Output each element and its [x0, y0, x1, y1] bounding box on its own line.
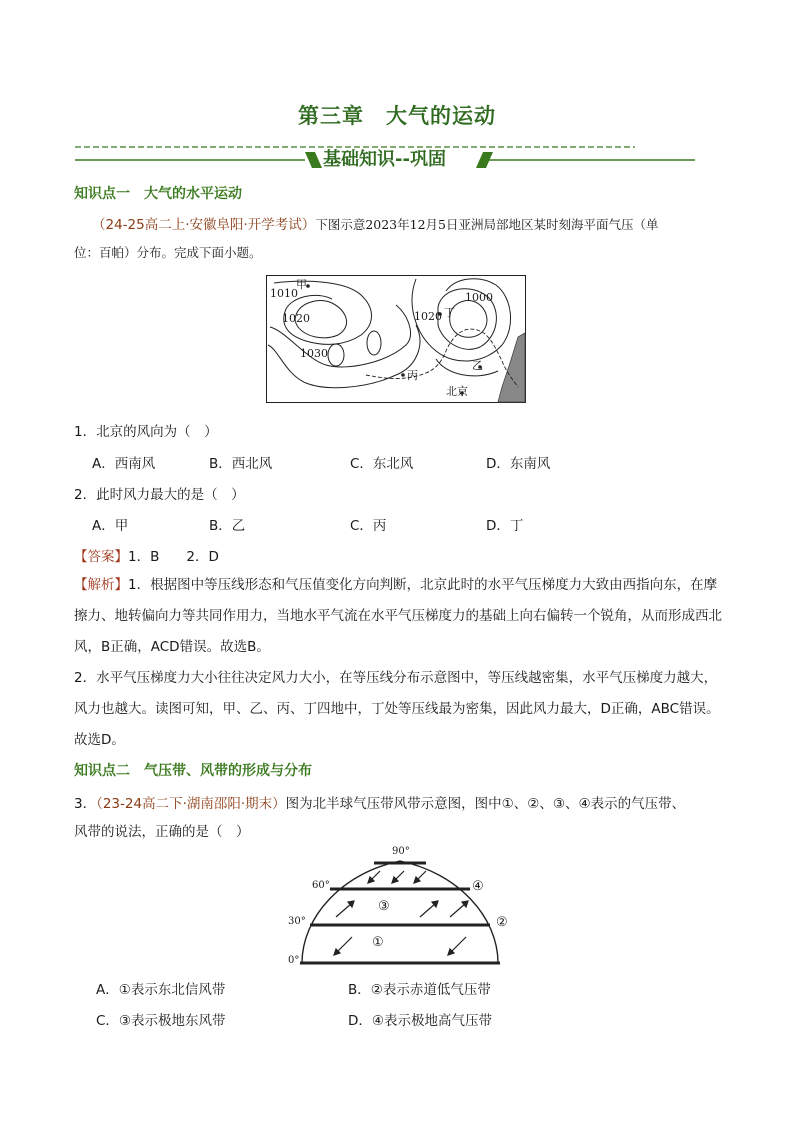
map-label-ding: 丁 — [444, 306, 455, 319]
map-label-1020-right: 1020 — [414, 310, 442, 323]
map-label-1010: 1010 — [270, 287, 298, 300]
section-heading-1: 知识点一 大气的水平运动 — [74, 186, 242, 202]
pressure-belt-diagram — [282, 845, 518, 969]
question-2-stem: 2．此时风力最大的是（ ） — [74, 487, 245, 503]
map-label-1000: 1000 — [465, 291, 493, 304]
page-title: 第三章 大气的运动 — [298, 104, 496, 128]
question-3-source: （23-24高二下·湖南邵阳·期末） — [96, 796, 286, 812]
question-3-stem: 图为北半球气压带风带示意图，图中①、②、③、④表示的气压带、 — [285, 796, 686, 812]
answer-line — [74, 545, 219, 565]
analysis-paragraph-1 — [74, 570, 722, 663]
answer-label: 【答案】 — [74, 549, 128, 565]
latitude-90-label: 90° — [392, 846, 410, 857]
belt-label-3: ③ — [378, 899, 390, 914]
map-label-1030: 1030 — [300, 347, 328, 360]
section-heading-2: 知识点二 气压带、风带的形成与分布 — [74, 763, 312, 779]
isobar-map — [266, 275, 526, 403]
intro-line-2: 位：百帕）分布。完成下面小题。 — [74, 245, 262, 260]
question-3-line-1 — [74, 792, 685, 812]
q1-option-c[interactable]: C．东北风 — [350, 456, 414, 472]
q3-option-d[interactable]: D．④表示极地高气压带 — [348, 1013, 492, 1029]
question-source: （24-25高二上·安徽阜阳·开学考试） — [92, 217, 316, 233]
section-banner — [75, 142, 695, 172]
intro-text: 下图示意2023年12月5日亚洲局部地区某时刻海平面气压（单 — [315, 217, 659, 232]
q2-option-c[interactable]: C．丙 — [350, 518, 387, 534]
belt-label-2: ② — [496, 915, 508, 930]
q3-option-c[interactable]: C．③表示极地东风带 — [96, 1013, 226, 1029]
map-label-jia: 甲 — [296, 278, 307, 291]
question-3-line-2: 风带的说法，正确的是（ ） — [74, 824, 250, 840]
pressure-belt-figure — [282, 845, 518, 969]
belt-label-4: ④ — [472, 879, 484, 894]
latitude-0-label: 0° — [288, 955, 300, 966]
answer-text: 1．B 2．D — [128, 549, 219, 565]
analysis-paragraph-2: 2．水平气压梯度力大小往往决定风力大小，在等压线分布示意图中，等压线越密集，水平气压梯度力越大，风力也越大。读图可知，甲、乙、丙、丁四地中，丁处等压线最为密集，因此风力最大，D正确，ABC错误。故选D。 — [74, 670, 720, 748]
analysis-text-1: 1．根据图中等压线形态和气压值变化方向判断，北京此时的水平气压梯度力大致由西指向东，在摩擦力、地转偏向力等共同作用力，当地水平气流在水平气压梯度力的基础上向右偏转一个锐角，从而形成西北风，B正确，ACD错误。故选B。 — [74, 577, 722, 655]
q2-option-a[interactable]: A．甲 — [92, 518, 129, 534]
q1-option-d[interactable]: D．东南风 — [486, 456, 551, 472]
banner-title: 基础知识--巩固 — [323, 149, 446, 170]
map-label-beijing: 北京 — [446, 385, 468, 398]
q1-option-b[interactable]: B．西北风 — [209, 456, 273, 472]
analysis-label: 【解析】 — [74, 577, 128, 593]
question-1-stem: 1．北京的风向为（ ） — [74, 424, 218, 440]
belt-label-1: ① — [372, 935, 384, 950]
intro-line-1 — [92, 213, 658, 233]
map-label-bing: 丙 — [407, 369, 418, 382]
map-label-yi: 乙 — [472, 359, 483, 372]
question-3-number: 3． — [74, 796, 97, 812]
latitude-60-label: 60° — [312, 880, 330, 891]
latitude-30-label: 30° — [288, 916, 306, 927]
q2-option-d[interactable]: D．丁 — [486, 518, 524, 534]
q3-option-b[interactable]: B．②表示赤道低气压带 — [348, 982, 491, 998]
q1-option-a[interactable]: A．西南风 — [92, 456, 156, 472]
map-label-1020-left: 1020 — [282, 312, 310, 325]
q3-option-a[interactable]: A．①表示东北信风带 — [96, 982, 226, 998]
q2-option-b[interactable]: B．乙 — [209, 518, 246, 534]
